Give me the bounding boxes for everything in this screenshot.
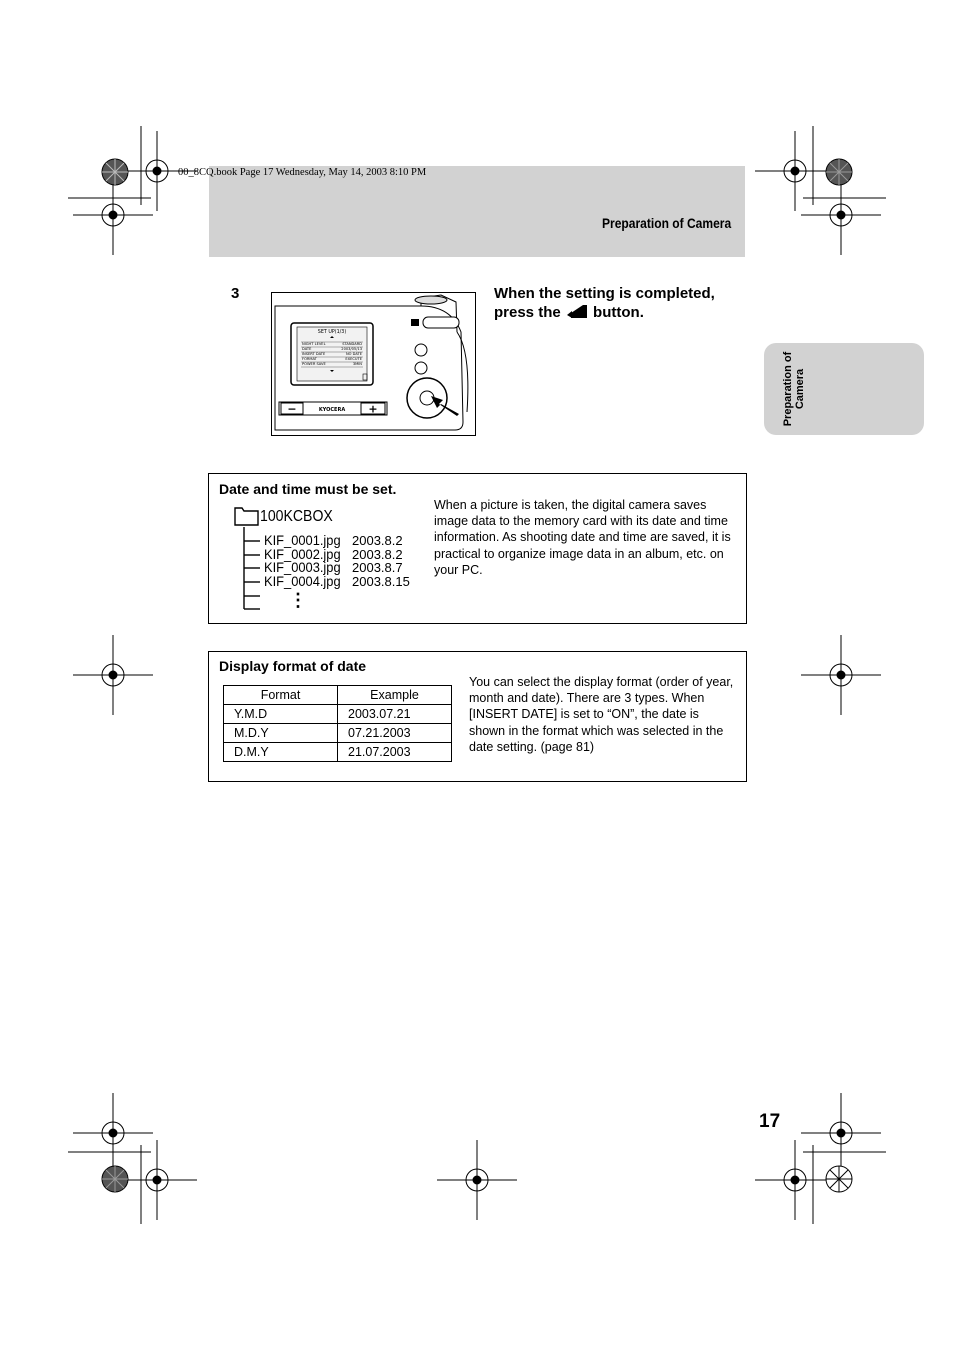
starburst-target-icon [101,158,129,186]
lcd-row-label: POWER SAVE [302,362,326,366]
registration-mark-icon [755,1140,835,1220]
side-tab-line2: Camera [794,368,806,410]
page-number: 17 [759,1111,781,1132]
table-cell: 21.07.2003 [338,743,452,762]
table-row [224,705,452,724]
table-cell: Y.M.D [224,705,338,724]
file-date: 2003.8.2 [352,533,403,548]
format-table [223,685,452,762]
file-name: KIF_0001.jpg [264,532,341,548]
camera-back-illustration [271,292,476,436]
header-band [209,166,745,257]
table-header: Example [338,686,452,705]
table-row [224,724,452,743]
starburst-target-icon [101,1165,129,1193]
lcd-row-label: NIGHT LEVEL [302,342,326,346]
note-date-text: When a picture is taken, the digital camera saves image data to the memory card with its date and time information. As shooting date and time are saved, it is practical to organize image data in an album, etc. on your PC. [434,498,731,577]
lcd-row-value: 3MIN [352,362,362,366]
file-row [264,572,444,589]
registration-mark-icon [73,635,153,715]
lcd-row-value: EXECUTE [345,357,362,361]
file-date: 2003.8.7 [352,560,403,575]
lcd-row-label: FORMAT [302,357,317,361]
minus-button-label: − [287,402,297,416]
starburst-target-icon [825,158,853,186]
table-cell: 2003.07.21 [338,705,452,724]
registration-mark-icon [117,1140,197,1220]
table-header: Format [224,686,338,705]
registration-mark-icon [73,175,153,255]
step-instruction [494,284,744,322]
lcd-menu-title: SET UP(1/3) [317,330,347,335]
file-list [264,534,444,588]
lcd-row-value: STANDARD [342,342,362,346]
file-name: KIF_0003.jpg [264,559,341,575]
side-tab-line1: Preparation of [782,351,794,427]
registration-mark-icon [801,175,881,255]
lcd-row-value: NO DATE [345,352,362,356]
lcd-row-label: INSERT DATE [302,352,326,356]
file-name: KIF_0002.jpg [264,545,341,562]
lcd-row-label: DATE [302,347,312,351]
section-title: Preparation of Camera [601,215,731,231]
starburst-target-icon [825,1165,853,1193]
brand-label: KYOCERA [318,407,346,413]
side-tab-label [776,349,812,429]
instruction-text-2: button. [593,304,644,321]
instruction-text-1: When the setting is completed, press the [494,285,715,321]
print-meta: 00_8CQ.book Page 17 Wednesday, May 14, 2003 8:10 PM [178,167,427,178]
step-number: 3 [231,285,240,302]
note-format-box [208,651,747,782]
note-format-title: Display format of date [219,658,367,674]
folder-name: 100KCBOX [260,508,333,525]
registration-mark-icon [801,635,881,715]
table-cell: 07.21.2003 [338,724,452,743]
table-header-row [224,686,452,705]
table-cell: M.D.Y [224,724,338,743]
note-format-text: You can select the display format (order of year, month and date). There are 3 types. When [INSERT DATE] is set to “ON”, the date is shown in the format which was selected in the date setting. (page 81) [469,675,734,754]
table-cell: D.M.Y [224,743,338,762]
enter-icon [567,305,587,319]
file-date: 2003.8.15 [352,573,410,589]
plus-button-label: + [368,402,378,416]
file-date: 2003.8.2 [352,546,403,562]
registration-mark-icon [437,1140,517,1220]
table-row [224,743,452,762]
note-date-title: Date and time must be set. [219,481,397,497]
file-name: KIF_0004.jpg [264,572,341,589]
file-list-ellipsis: ⋮ [289,590,307,610]
lcd-row-value: 2003/05/13 [341,347,362,351]
